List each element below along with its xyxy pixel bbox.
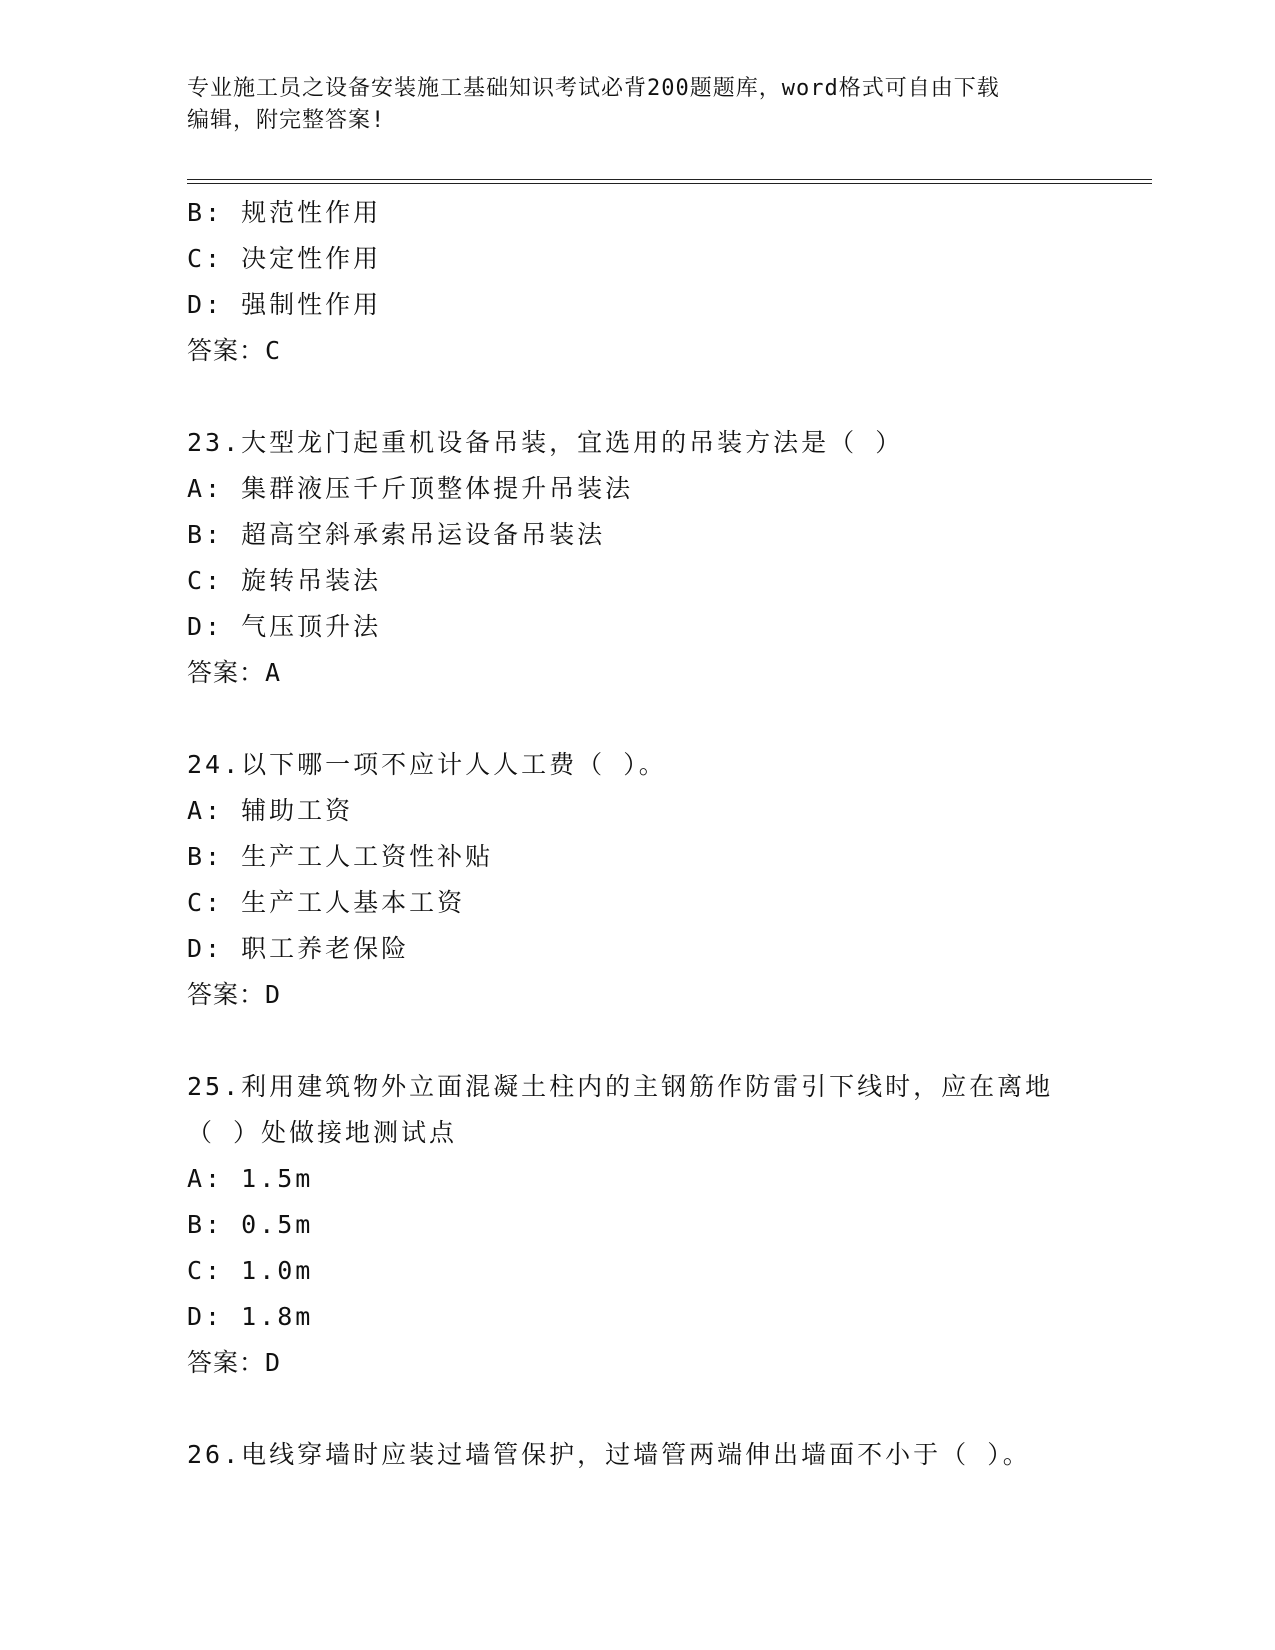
option-d: D: 职工养老保险 [187, 934, 410, 963]
answer: 答案：D [187, 1348, 282, 1377]
option-d: D: 强制性作用 [187, 290, 382, 319]
header-divider-top [187, 179, 1152, 180]
question-stem: 25.利用建筑物外立面混凝土柱内的主钢筋作防雷引下线时，应在离地 [187, 1072, 1054, 1101]
question-stem: 24.以下哪一项不应计人人工费（ ）。 [187, 750, 667, 779]
question-24 [187, 742, 1137, 1018]
option-c: C: 旋转吊装法 [187, 566, 382, 595]
option-c: C: 生产工人基本工资 [187, 888, 466, 917]
option-b: B: 0.5m [187, 1210, 314, 1239]
spacer [187, 1018, 1137, 1064]
question-stem: 23.大型龙门起重机设备吊装，宜选用的吊装方法是（ ） [187, 428, 904, 457]
question-25 [187, 1064, 1137, 1386]
option-a: A: 辅助工资 [187, 796, 354, 825]
spacer [187, 1386, 1137, 1432]
option-a: A: 集群液压千斤顶整体提升吊装法 [187, 474, 634, 503]
document-header [187, 73, 1087, 137]
option-b: B: 超高空斜承索吊运设备吊装法 [187, 520, 606, 549]
spacer [187, 374, 1137, 420]
header-divider-bottom [187, 183, 1152, 184]
option-d: D: 1.8m [187, 1302, 314, 1331]
question-22-continued [187, 190, 1137, 374]
option-b: B: 生产工人工资性补贴 [187, 842, 494, 871]
option-c: C: 1.0m [187, 1256, 314, 1285]
answer: 答案：D [187, 980, 282, 1009]
answer: 答案：C [187, 336, 282, 365]
question-stem: 26.电线穿墙时应装过墙管保护，过墙管两端伸出墙面不小于（ ）。 [187, 1440, 1031, 1469]
question-list [187, 190, 1137, 1478]
question-stem-continued: （ ）处做接地测试点 [187, 1118, 458, 1147]
question-23 [187, 420, 1137, 696]
option-a: A: 1.5m [187, 1164, 314, 1193]
option-d: D: 气压顶升法 [187, 612, 382, 641]
header-line-2: 编辑，附完整答案! [187, 108, 386, 133]
option-b: B: 规范性作用 [187, 198, 382, 227]
spacer [187, 696, 1137, 742]
header-line-1: 专业施工员之设备安装施工基础知识考试必背200题题库，word格式可自由下载 [187, 76, 1000, 101]
question-26 [187, 1432, 1137, 1478]
option-c: C: 决定性作用 [187, 244, 382, 273]
answer: 答案：A [187, 658, 282, 687]
